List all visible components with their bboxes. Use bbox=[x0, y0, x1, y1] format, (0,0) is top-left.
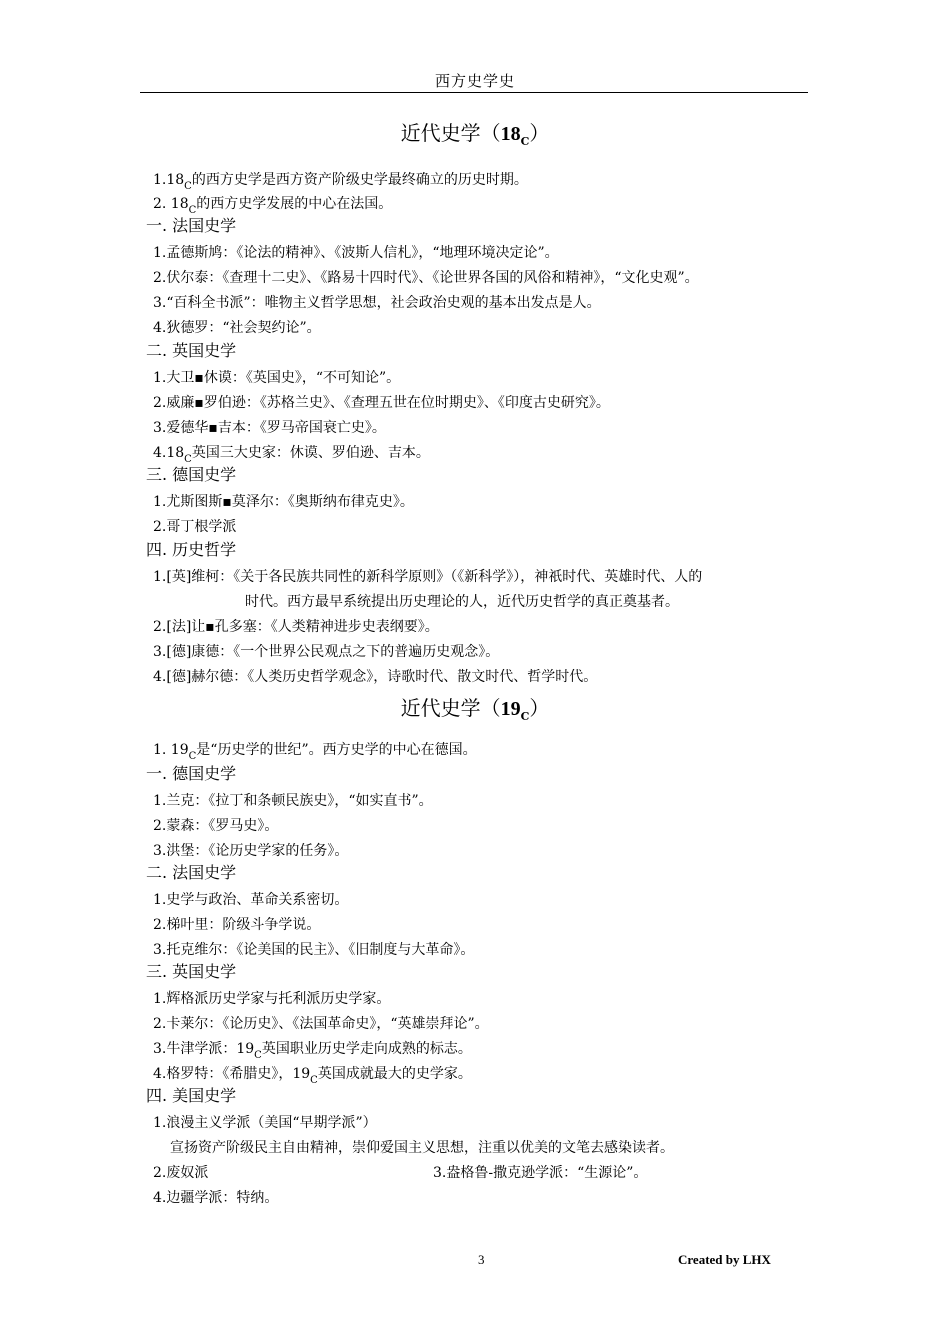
footer-credit: Created by LHX bbox=[678, 1252, 771, 1267]
list-item: 3.托克维尔：《论美国的民主》、《旧制度与大革命》。 bbox=[153, 942, 475, 958]
list-item: 2.废奴派 bbox=[153, 1165, 209, 1181]
list-item-continuation: 宣扬资产阶级民主自由精神，崇仰爱国主义思想，注重以优美的文笔去感染读者。 bbox=[170, 1140, 674, 1156]
list-item: 4.[德]赫尔德：《人类历史哲学观念》，诗歌时代、散文时代、哲学时代。 bbox=[153, 669, 598, 685]
section-heading-18c: 近代史学$(18_C)$ bbox=[400, 121, 550, 148]
list-item-continuation: 时代。西方最早系统提出历史理论的人，近代历史哲学的真正奠基者。 bbox=[245, 594, 679, 610]
section-title-philosophy-18c: 四. 历史哲学 bbox=[146, 540, 237, 559]
list-item: 4.边疆学派：特纳。 bbox=[153, 1190, 279, 1206]
intro-line-2: 2. $18_C$的西方史学发展的中心在法国。 bbox=[153, 196, 393, 216]
section-title-germany-19c: 一. 德国史学 bbox=[146, 764, 237, 783]
section-title-france-19c: 二. 法国史学 bbox=[146, 863, 237, 882]
list-item: 3.爱德华▪吉本：《罗马帝国衰亡史》。 bbox=[153, 420, 386, 436]
list-item: 1.尤斯图斯▪莫泽尔：《奥斯纳布律克史》。 bbox=[153, 494, 414, 510]
page-header-title: 西方史学史 bbox=[434, 72, 515, 90]
list-item: 1.浪漫主义学派（美国“早期学派”） bbox=[153, 1115, 377, 1131]
list-item: 3.[德]康德：《一个世界公民观点之下的普遍历史观念》。 bbox=[153, 644, 500, 660]
list-item: 1.[英]维柯：《关于各民族共同性的新科学原则》（《新科学》），神祇时代、英雄时代、人的 bbox=[153, 569, 703, 585]
list-item: 2.哥丁根学派 bbox=[153, 519, 237, 535]
list-item: 2.卡莱尔：《论历史》、《法国革命史》，“英雄崇拜论”。 bbox=[153, 1016, 489, 1032]
page-number: 3 bbox=[478, 1252, 485, 1267]
list-item: 2.威廉▪罗伯逊：《苏格兰史》、《查理五世在位时期史》、《印度古史研究》。 bbox=[153, 395, 610, 411]
list-item: 4.格罗特：《希腊史》，$19_C$英国成就最大的史学家。 bbox=[153, 1066, 472, 1086]
list-item: 4.狄德罗：“社会契约论”。 bbox=[153, 320, 321, 336]
intro-line-1: $1.18_C$的西方史学是西方资产阶级史学最终确立的历史时期。 bbox=[153, 172, 528, 192]
section-title-germany-18c: 三. 德国史学 bbox=[146, 465, 237, 484]
section-title-france-18c: 一. 法国史学 bbox=[146, 216, 237, 235]
list-item: 3.盎格鲁-撒克逊学派：“生源论”。 bbox=[433, 1165, 648, 1181]
list-item: 1.孟德斯鸠：《论法的精神》、《波斯人信札》，“地理环境决定论”。 bbox=[153, 245, 559, 261]
list-item: 1.史学与政治、革命关系密切。 bbox=[153, 892, 349, 908]
list-item: 2.蒙森：《罗马史》。 bbox=[153, 818, 279, 834]
list-item: 3.牛津学派：$19_C$英国职业历史学走向成熟的标志。 bbox=[153, 1041, 472, 1061]
header-rule bbox=[140, 92, 808, 93]
list-item: 1.兰克：《拉丁和条顿民族史》，“如实直书”。 bbox=[153, 793, 433, 809]
list-item: 2.伏尔泰：《查理十二史》、《路易十四时代》、《论世界各国的风俗和精神》，“文化史观”。 bbox=[153, 270, 699, 286]
section-title-america-19c: 四. 美国史学 bbox=[146, 1086, 237, 1105]
list-item: 2.[法]让▪孔多塞：《人类精神进步史表纲要》。 bbox=[153, 619, 439, 635]
list-item: 1.大卫▪休谟：《英国史》，“不可知论”。 bbox=[153, 370, 401, 386]
section-title-britain-18c: 二. 英国史学 bbox=[146, 341, 237, 360]
list-item: 1.辉格派历史学家与托利派历史学家。 bbox=[153, 991, 391, 1007]
intro-line-1: 1. $19_C$是“历史学的世纪”。西方史学的中心在德国。 bbox=[153, 742, 477, 762]
list-item: 2.梯叶里：阶级斗争学说。 bbox=[153, 917, 321, 933]
section-heading-19c: 近代史学$(19_C)$ bbox=[400, 696, 550, 723]
list-item: 3.“百科全书派”：唯物主义哲学思想，社会政治史观的基本出发点是人。 bbox=[153, 295, 601, 311]
list-item: $4.18_C$英国三大史家：休谟、罗伯逊、吉本。 bbox=[153, 445, 430, 465]
list-item: 3.洪堡：《论历史学家的任务》。 bbox=[153, 843, 349, 859]
section-title-britain-19c: 三. 英国史学 bbox=[146, 962, 237, 981]
